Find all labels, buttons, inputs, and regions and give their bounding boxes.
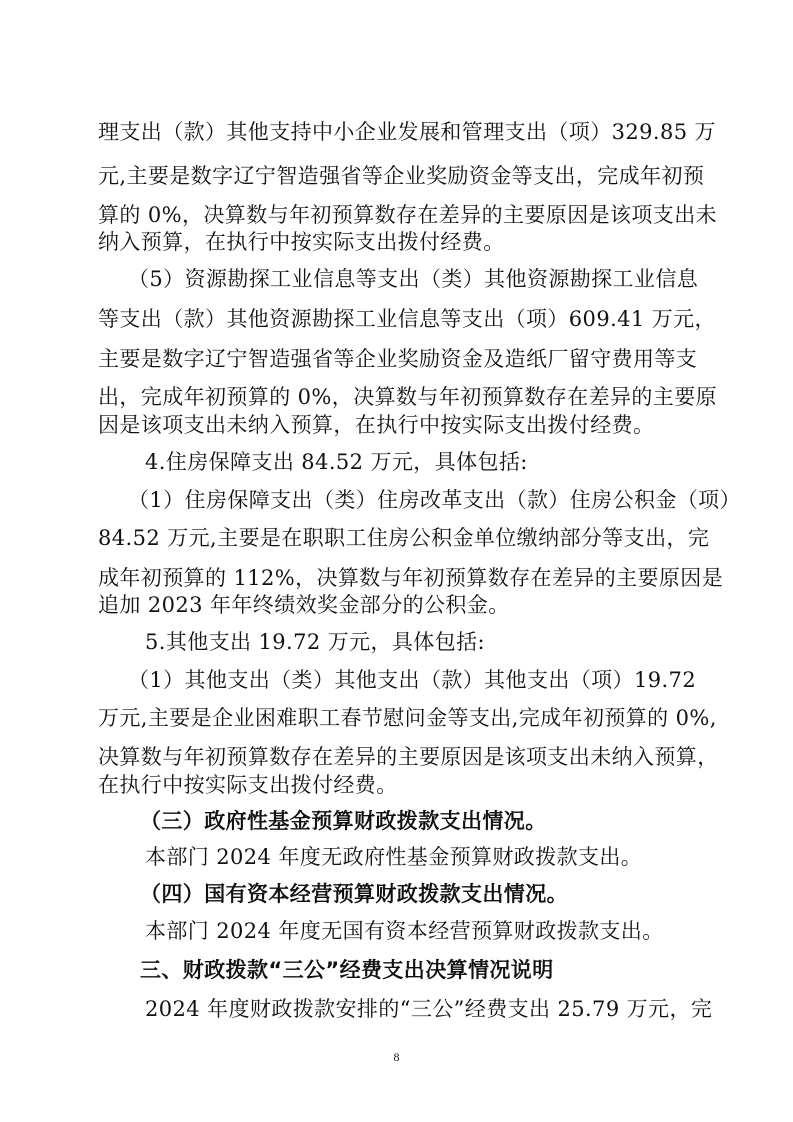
body-text-line: 因是该项支出未纳入预算，在执行中按实际支出拨付经费。	[98, 413, 655, 437]
body-text-line: 本部门 2024 年度无政府性基金预算财政拨款支出。	[145, 845, 643, 869]
body-text-line: （5）资源勘探工业信息等支出（类）其他资源勘探工业信息	[128, 267, 699, 291]
page-number: 8	[393, 1050, 400, 1064]
body-text-line: 决算数与年初预算数存在差异的主要原因是该项支出未纳入预算，	[98, 745, 719, 769]
body-text-line: 追加 2023 年年终绩效奖金部分的公积金。	[98, 593, 510, 617]
section-heading: 4.住房保障支出 84.52 万元，具体包括:	[145, 450, 528, 474]
body-text-line: 万元,主要是企业困难职工春节慰问金等支出,完成年初预算的 0%,	[98, 706, 717, 730]
body-text-line: 理支出（款）其他支持中小企业发展和管理支出（项）329.85 万	[98, 120, 716, 144]
section-heading: （四）国有资本经营预算财政拨款支出情况。	[140, 882, 568, 906]
section-heading: 三、财政拨款“三公”经费支出决算情况说明	[140, 958, 554, 982]
body-text-line: 纳入预算，在执行中按实际支出拨付经费。	[98, 230, 505, 254]
body-text-line: （1）住房保障支出（类）住房改革支出（款）住房公积金（项）	[128, 488, 741, 512]
body-text-line: 在执行中按实际支出拨付经费。	[98, 773, 398, 797]
section-heading: （三）政府性基金预算财政拨款支出情况。	[140, 809, 547, 833]
body-text-line: 出，完成年初预算的 0%，决算数与年初预算数存在差异的主要原	[98, 385, 717, 409]
body-text-line: 主要是数字辽宁智造强省等企业奖励资金及造纸厂留守费用等支	[98, 347, 698, 371]
body-text-line: 2024 年度财政拨款安排的“三公”经费支出 25.79 万元，完	[145, 997, 713, 1021]
body-text-line: 84.52 万元,主要是在职职工住房公积金单位缴纳部分等支出，完	[98, 526, 710, 550]
section-heading: 5.其他支出 19.72 万元，具体包括:	[145, 630, 485, 654]
body-text-line: 成年初预算的 112%，决算数与年初预算数存在差异的主要原因是	[98, 566, 724, 590]
body-text-line: （1）其他支出（类）其他支出（款）其他支出（项）19.72	[128, 668, 697, 692]
body-text-line: 等支出（款）其他资源勘探工业信息等支出（项）609.41 万元，	[98, 307, 716, 331]
body-text-line: 本部门 2024 年度无国有资本经营预算财政拨款支出。	[145, 919, 664, 943]
body-text-line: 算的 0%，决算数与年初预算数存在差异的主要原因是该项支出未	[98, 203, 717, 227]
body-text-line: 元,主要是数字辽宁智造强省等企业奖励资金等支出，完成年初预	[98, 164, 705, 188]
